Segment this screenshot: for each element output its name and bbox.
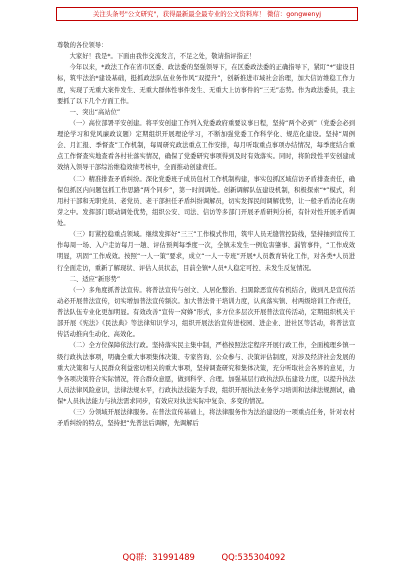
paragraph-2-2: （二）全方位保障依法行政。坚持落实民主集中制，严格按照法定程序开展行政工作，全面梳理乡镇一级行政执法事项，明确全重大事项集体决策、专家咨询、公众参与、决策评估制度，对涉及经济社会发展的重大决策和与人民群众利益密切相关的重大事项，坚持调查研究和集体决策，充分听取社会各界的意见，力争各项决策符合实际情况，符合群众意愿，做到科学、合理。加强基层行政执法队伍建设力度，以提升执法人员法律风险意识，法律法规水平，行政执法技能为手段，组织开展执法业务学习培训和法律法规测试，确保*人员执法能力与执法需求同步，有效应对执法实际中复杂、多变的情况。 xyxy=(57,342,355,405)
salutation: 尊敬的各位领导： xyxy=(57,42,108,49)
section-heading-2: 二、适应“新形势” xyxy=(69,275,121,283)
paragraph-intro: 大家好！我是*。下面由我作交流发言，不足之处，敬请指评指正！ xyxy=(69,53,256,61)
footer-contact: QQ群: 31991489 QQ:535304092 xyxy=(122,552,286,562)
paragraph-overview: 今年以来，*政法工作在省市区委、政法委的坚强领导下，在区委政法委的正确指导下，紧盯“*”建设目标，筑牢法治*建设基础，挺抓政法队伍业务作风“双提升”，创新推进市域社会治理，加大信访维稳工作力度，实现了无重大案件发生、无重大群体性事件发生、无重大上访事件的“三无”态势。作为政法委员，我主要抓了以下几个方面工作。 xyxy=(57,64,355,105)
header-banner[interactable]: 关注头条号"公文研究"，获得最新最全最专业的公文资料库！ 微信：gongwenyj xyxy=(56,7,358,21)
paragraph-2-1: （一）多角度抓普法宣传。将普法宣传与创文、人居化整治、扫黑除恶宣传有机结合，做到凡是宣传活动必开展普法宣传，切实增加普法宣传频次。加大普法骨干培训力度，认真落实镇、村两级培训工作责任，普法队伍专业化更加明显。有效改善“宣传一窝蜂”形式，多方位多层次开展普法宣传活动，定期组织机关干部开展《宪法》《民法典》等法律知识学习，组织开展法治宣传进校园、进企业、进社区等活动，将普法宣传活动推向生动化、高效化。 xyxy=(57,286,355,339)
paragraph-2-3: （三）分领域开展法律服务。在普法宣传基础上，将法律服务作为法治建设的一项重点任务，针对农村矛盾纠纷的特点，坚持把“先普法后调解，先调解后 xyxy=(57,409,355,428)
paragraph-1-3: （三）盯紧控稳重点领域。继续发挥好“三三”工作模式作用，筑牢人员无缝管控防线，坚持抽到宣传工作每周一场、入户走访每月一趟、评估预判每季度一次，全镇未发生一例危害肇事、漏管事件，“工作成效明显，巩固“工作成效。按照“一人一策”要求，成立“一人一专班”开展*人员教育转化工作，对各类*人员进行全面走访，重新了解现状、评估人员状态，目前全镇*人员*人稳定可控、未发生反复情况。 xyxy=(57,231,355,272)
paragraph-1-2: （二）精准排查矛盾纠纷。深化党委班子成员包村工作机制构建，事实包抓区域信访矛盾排查责任，确保包抓区内问题包抓工作思路“两个同步”，第一时间调处。创新调解队伍建设机制，积极探索“*”模式，利用村干部和无职党员、老党员、老干部担任矛盾纠纷调解员，切实发挥民间调解优势，让一般矛盾消化在萌芽之中。发挥部门联动调处优势，组织公安、司法、信访等多部门开展矛盾研判分析，有针对性开展矛盾调处。 xyxy=(57,175,355,227)
section-heading-1: 一、突出“高站位” xyxy=(69,108,121,116)
paragraph-1-1: （一）高位部署平安创建。将平安创建工作列入党委政府重要议事日程，坚持“两个必到”（党委会必到理论学习和党风廉政议题）定期组织开展理论学习，不断加强党委工作科学化、规范化建设。坚持“周例会、月汇报、季督查”工作机制，每周研究政法重点工作安排，每月听取重点事项办结情况，每季度结合重点工作督查实地查看各村社落实情况，确保了党委研究事项得到及时有效落实。同时，将阶段性平安创建成效纳入领导干部综治维稳效绩考核中，全面推动创建责任。 xyxy=(57,119,355,172)
document-body xyxy=(57,40,355,429)
